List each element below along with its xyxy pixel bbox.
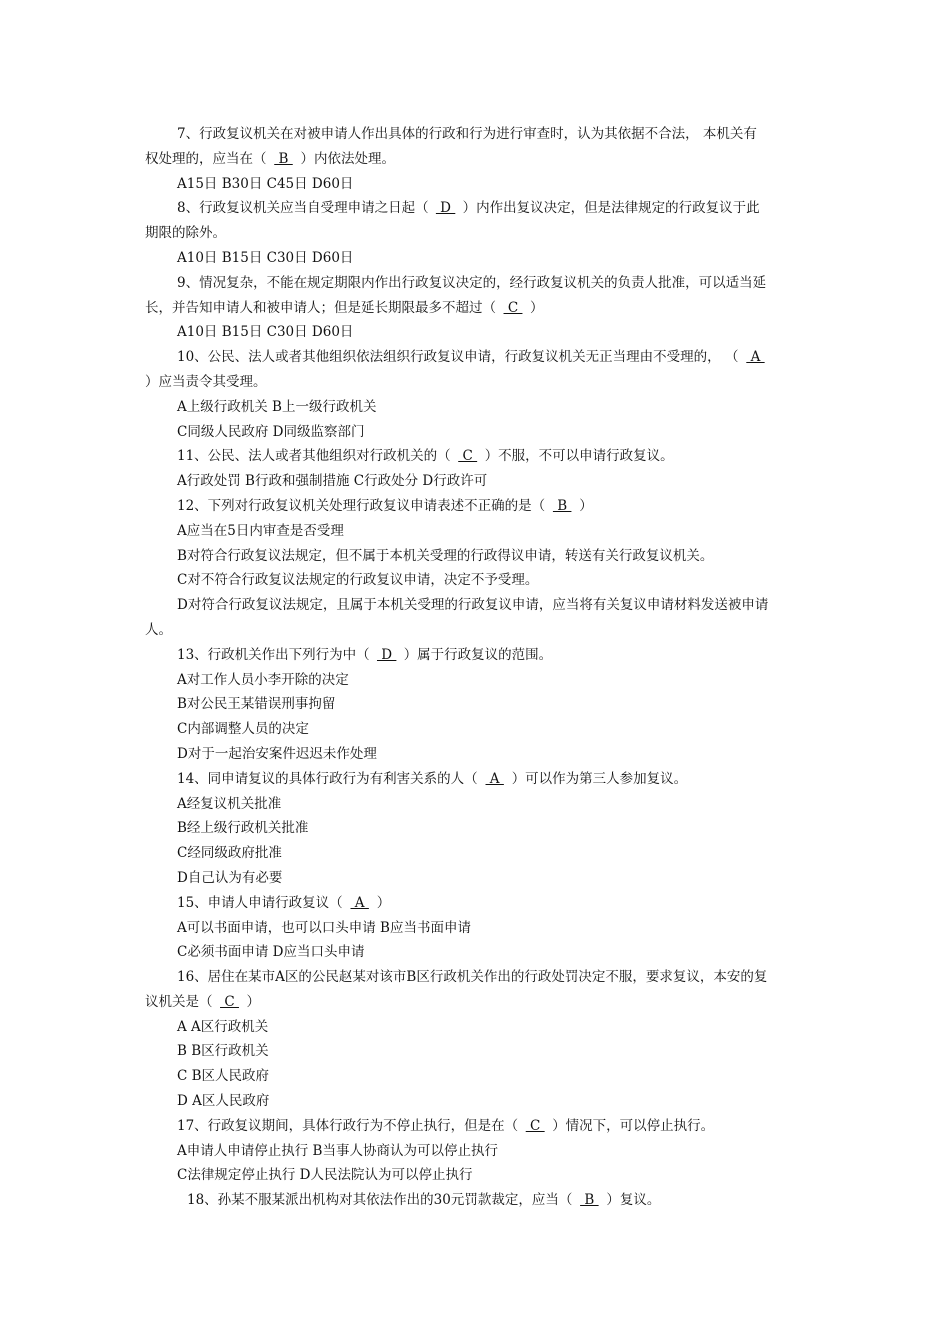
line-text: 15、申请人申请行政复议（	[177, 894, 343, 911]
option-line	[145, 568, 810, 593]
answer-blank: C	[525, 1117, 545, 1134]
option-line	[145, 717, 810, 742]
option-line	[145, 1163, 810, 1188]
line-text: 权处理的，应当在（	[145, 150, 267, 167]
option-text: C同级人民政府 D同级监察部门	[177, 423, 365, 440]
option-line	[145, 1039, 810, 1064]
option-line	[145, 841, 810, 866]
option-text: A对工作人员小李开除的决定	[177, 671, 349, 688]
question-line	[145, 643, 810, 668]
question-line	[145, 494, 810, 519]
option-text: C内部调整人员的决定	[177, 721, 309, 738]
line-text: 12、下列对行政复议机关处理行政复议申请表述不正确的是（	[177, 497, 546, 514]
line-text: 期限的除外。	[145, 225, 226, 242]
option-line	[145, 519, 810, 544]
option-text: A10日 B15日 C30日 D60日	[177, 324, 354, 341]
line-text-after: ）不服，不可以申请行政复议。	[484, 448, 674, 465]
line-text: 17、行政复议期间，具体行政行为不停止执行，但是在（	[177, 1117, 519, 1134]
option-line	[145, 792, 810, 817]
option-text: A可以书面申请，也可以口头申请 B应当书面申请	[177, 919, 471, 936]
option-line	[145, 916, 810, 941]
continuation-line	[145, 370, 810, 395]
line-text-after: ）	[246, 993, 260, 1010]
line-text: 16、居住在某市A区的公民赵某对该市B区行政机关作出的行政处罚决定不服，要求复议，本安的复	[177, 969, 768, 986]
line-text-after: ）内依法处理。	[300, 150, 395, 167]
line-text-after: ）可以作为第三人参加复议。	[511, 770, 688, 787]
continuation-line	[145, 296, 810, 321]
continuation-line	[145, 147, 810, 172]
option-line	[145, 692, 810, 717]
line-text: 7、行政复议机关在对被申请人作出具体的行政和行为进行审查时，认为其依据不合法， 本机关有	[177, 126, 757, 142]
option-text: C经同级政府批准	[177, 845, 282, 862]
line-text: 13、行政机关作出下列行为中（	[177, 646, 370, 663]
continuation-line	[145, 221, 810, 246]
option-line	[145, 742, 810, 767]
option-text: A上级行政机关 B上一级行政机关	[177, 398, 377, 415]
answer-blank: B	[580, 1192, 599, 1209]
question-line	[145, 345, 810, 370]
option-text: A10日 B15日 C30日 D60日	[177, 249, 354, 266]
answer-blank: C	[503, 299, 523, 316]
answer-blank: B	[552, 497, 572, 514]
option-line	[145, 1064, 810, 1089]
option-line	[145, 816, 810, 841]
question-line	[145, 965, 810, 990]
option-text: C对不符合行政复议法规定的行政复议申请，决定不予受理。	[177, 572, 539, 589]
line-text: 11、公民、法人或者其他组织对行政机关的（	[177, 448, 451, 465]
option-line	[145, 420, 810, 445]
line-text-after: ）内作出复议决定，但是法律规定的行政复议于此	[462, 200, 760, 217]
answer-blank: A	[485, 770, 504, 787]
question-line	[145, 196, 810, 221]
line-text: 8、行政复议机关应当自受理申请之日起（	[177, 200, 429, 217]
line-text: 9、情况复杂，不能在规定期限内作出行政复议决定的，经行政复议机关的负责人批准，可以适当延	[177, 274, 767, 291]
option-line	[145, 940, 810, 965]
question-line	[145, 1188, 810, 1213]
option-text: C法律规定停止执行 D人民法院认为可以停止执行	[177, 1167, 473, 1184]
answer-blank: A	[746, 349, 765, 366]
line-text: 人。	[145, 621, 172, 638]
option-line	[145, 320, 810, 345]
line-text: 18、孙某不服某派出机构对其依法作出的30元罚款裁定，应当（	[187, 1192, 573, 1209]
option-text: B对公民王某错误刑事拘留	[177, 696, 336, 713]
line-text: 议机关是（	[145, 993, 213, 1010]
question-line	[145, 891, 810, 916]
option-text: A15日 B30日 C45日 D60日	[177, 175, 354, 192]
line-text: 14、同申请复议的具体行政行为有利害关系的人（	[177, 770, 478, 787]
question-line	[145, 767, 810, 792]
option-line	[145, 866, 810, 891]
line-text-after: ）	[376, 894, 391, 911]
continuation-line	[145, 618, 810, 643]
option-line	[145, 1139, 810, 1164]
option-text: A申请人申请停止执行 B当事人协商认为可以停止执行	[177, 1142, 498, 1159]
answer-blank: A	[350, 894, 369, 911]
question-line	[145, 444, 810, 469]
line-text-after: ）情况下，可以停止执行。	[552, 1117, 715, 1134]
answer-blank: B	[274, 150, 293, 167]
question-line	[145, 122, 810, 147]
line-text: 长，并告知申请人和被申请人；但是延长期限最多不超过（	[145, 299, 496, 316]
option-text: D对符合行政复议法规定，且属于本机关受理的行政复议申请，应当将有关复议申请材料发送被申请	[177, 597, 769, 614]
line-text: ）应当责令其受理。	[145, 373, 267, 390]
option-text: D自己认为有必要	[177, 869, 283, 886]
answer-blank: D	[376, 646, 397, 663]
option-text: B对符合行政复议法规定，但不属于本机关受理的行政得议申请，转送有关行政复议机关。	[177, 547, 714, 564]
option-line	[145, 395, 810, 420]
option-text: B B区行政机关	[177, 1043, 269, 1060]
question-line	[145, 271, 810, 296]
option-line	[145, 246, 810, 271]
option-text: A A区行政机关	[177, 1018, 269, 1035]
option-text: D A区人民政府	[177, 1093, 270, 1110]
option-line	[145, 172, 810, 197]
option-text: A经复议机关批准	[177, 795, 282, 812]
option-text: C必须书面申请 D应当口头申请	[177, 944, 365, 961]
line-text-after: ）	[579, 497, 593, 514]
option-line	[145, 1015, 810, 1040]
answer-blank: C	[458, 448, 478, 465]
answer-blank: C	[220, 993, 239, 1010]
line-text-after: ）复议。	[606, 1192, 661, 1209]
option-text: D对于一起治安案件迟迟未作处理	[177, 745, 377, 762]
line-text-after: ）	[530, 299, 544, 316]
document-page	[145, 122, 810, 1213]
option-line	[145, 593, 810, 618]
option-line	[145, 1089, 810, 1114]
question-line	[145, 1114, 810, 1139]
option-text: B经上级行政机关批准	[177, 820, 309, 837]
option-line	[145, 544, 810, 569]
option-text: A行政处罚 B行政和强制措施 C行政处分 D行政许可	[177, 473, 488, 490]
option-line	[145, 668, 810, 693]
answer-blank: D	[435, 200, 456, 217]
option-line	[145, 469, 810, 494]
continuation-line	[145, 990, 810, 1015]
option-text: C B区人民政府	[177, 1068, 270, 1085]
option-text: A应当在5日内审查是否受理	[177, 522, 344, 539]
line-text-after: ）属于行政复议的范围。	[403, 646, 553, 663]
line-text: 10、公民、法人或者其他组织依法组织行政复议申请，行政复议机关无正当理由不受理的， （	[177, 349, 739, 366]
